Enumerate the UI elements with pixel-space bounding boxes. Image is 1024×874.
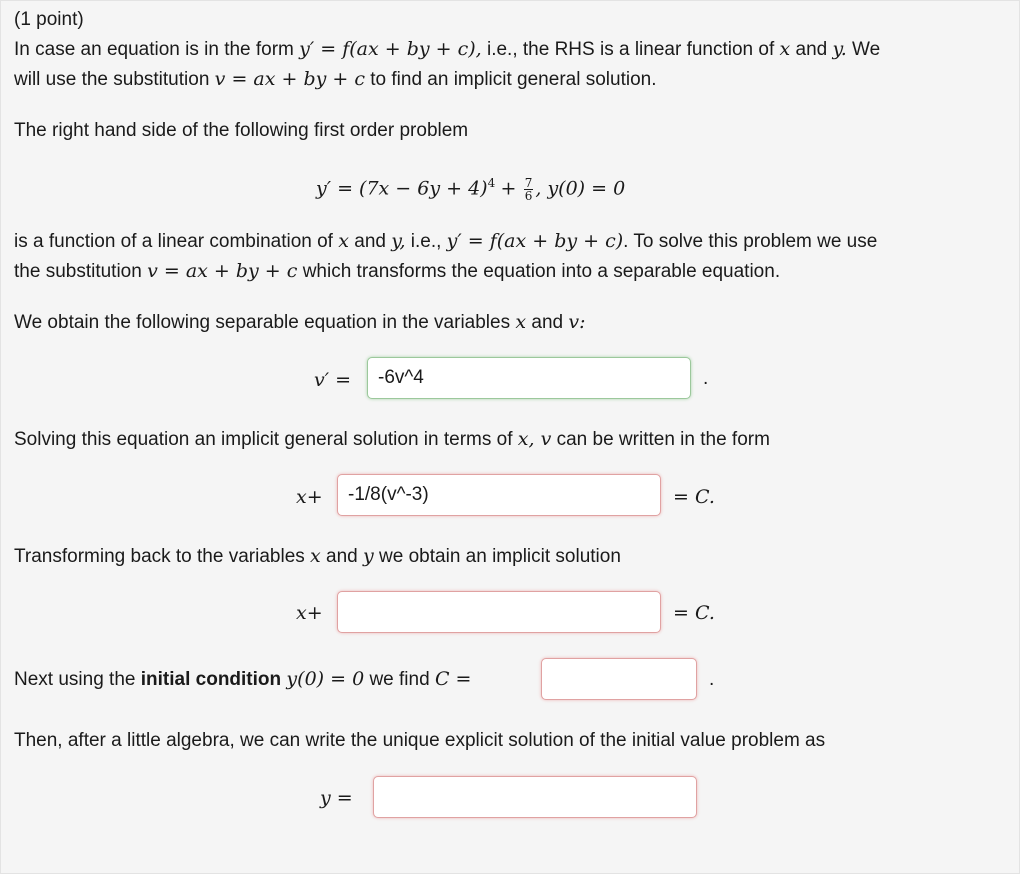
points-label: (1 point) xyxy=(14,9,84,30)
frac-denominator: 6 xyxy=(524,188,533,203)
intro-line-1 xyxy=(14,37,880,62)
initial-condition-line xyxy=(14,667,471,692)
equals-c-1: = C. xyxy=(673,486,715,508)
ode-initial-condition: , y(0) = 0 xyxy=(535,177,626,200)
we-text: We xyxy=(852,39,881,60)
vprime-label: v′ = xyxy=(314,369,352,391)
linear-text-2: . To solve this problem we use xyxy=(623,231,878,252)
separable-v: v: xyxy=(568,311,586,333)
ic-text-2: we find xyxy=(369,669,430,690)
linear-x: x xyxy=(338,230,349,252)
x-plus-label-1: x+ xyxy=(296,486,323,508)
transform-y: y xyxy=(363,545,374,567)
intro-text-2: i.e., the RHS is a linear function of xyxy=(486,39,775,60)
linear-form-math: y′ = f(ax + by + c) xyxy=(446,230,624,252)
vprime-answer-input[interactable]: -6v^4 xyxy=(367,357,691,399)
ic-c-label: C = xyxy=(434,668,472,690)
separable-text: We obtain the following separable equation in the variables xyxy=(14,312,511,333)
ode-equation xyxy=(316,170,625,202)
transform-text: Transforming back to the variables xyxy=(14,546,305,567)
transform-text-2: we obtain an implicit solution xyxy=(379,546,621,567)
ic-bold: initial condition xyxy=(140,669,282,690)
solve-vars: x, v xyxy=(517,428,552,450)
transform-intro xyxy=(14,544,621,569)
linear-ie: i.e., xyxy=(410,231,442,252)
explicit-y-answer-input[interactable] xyxy=(373,776,697,818)
solve-intro xyxy=(14,427,770,452)
intro-line-2 xyxy=(14,67,656,92)
ic-math: y(0) = 0 xyxy=(286,668,365,690)
linear-text: is a function of a linear combination of xyxy=(14,231,333,252)
linear-and: and xyxy=(354,231,386,252)
intro-text: In case an equation is in the form xyxy=(14,39,294,60)
line2-text: will use the substitution xyxy=(14,69,210,90)
solve-text: Solving this equation an implicit general solution in terms of xyxy=(14,429,513,450)
y-equals-label: y = xyxy=(320,787,353,809)
equals-c-2: = C. xyxy=(673,602,715,624)
linear-line-2 xyxy=(14,259,780,284)
transform-and: and xyxy=(326,546,358,567)
ic-text: Next using the xyxy=(14,669,136,690)
substitution-math: v = ax + by + c xyxy=(214,68,365,90)
x-plus-label-2: x+ xyxy=(296,602,323,624)
separable-intro xyxy=(14,310,586,335)
period: . xyxy=(703,368,709,389)
intro-form-math: y′ = f(ax + by + c), xyxy=(299,38,482,60)
implicit-xy-answer-input[interactable] xyxy=(337,591,661,633)
implicit-v-answer-input[interactable]: -1/8(v^-3) xyxy=(337,474,661,516)
rhs-intro: The right hand side of the following first order problem xyxy=(14,120,469,141)
c-value-answer-input[interactable] xyxy=(541,658,697,700)
frac-numerator: 7 xyxy=(524,175,533,190)
final-intro: Then, after a little algebra, we can write the unique explicit solution of the initial value problem as xyxy=(14,730,826,751)
period-2: . xyxy=(709,669,715,690)
ode-fraction xyxy=(524,177,534,202)
line2-text-2: to find an implicit general solution. xyxy=(370,69,657,90)
transform-x: x xyxy=(310,545,321,567)
and-text: and xyxy=(795,39,828,60)
ode-main: y′ = (7x − 6y + 4) xyxy=(316,177,488,200)
sub-line-math: v = ax + by + c xyxy=(147,260,298,282)
separable-and: and xyxy=(531,312,564,333)
var-x: x xyxy=(779,38,791,60)
linear-line-1 xyxy=(14,229,877,254)
linear-y: y, xyxy=(391,230,406,252)
sub-line-text: the substitution xyxy=(14,261,142,282)
ode-plus: + xyxy=(500,177,517,200)
sub-line-text-2: which transforms the equation into a separable equation. xyxy=(302,261,781,282)
ode-exponent: 4 xyxy=(487,176,496,190)
separable-x: x xyxy=(515,311,527,333)
var-y: y. xyxy=(832,38,847,60)
solve-text-2: can be written in the form xyxy=(556,429,770,450)
